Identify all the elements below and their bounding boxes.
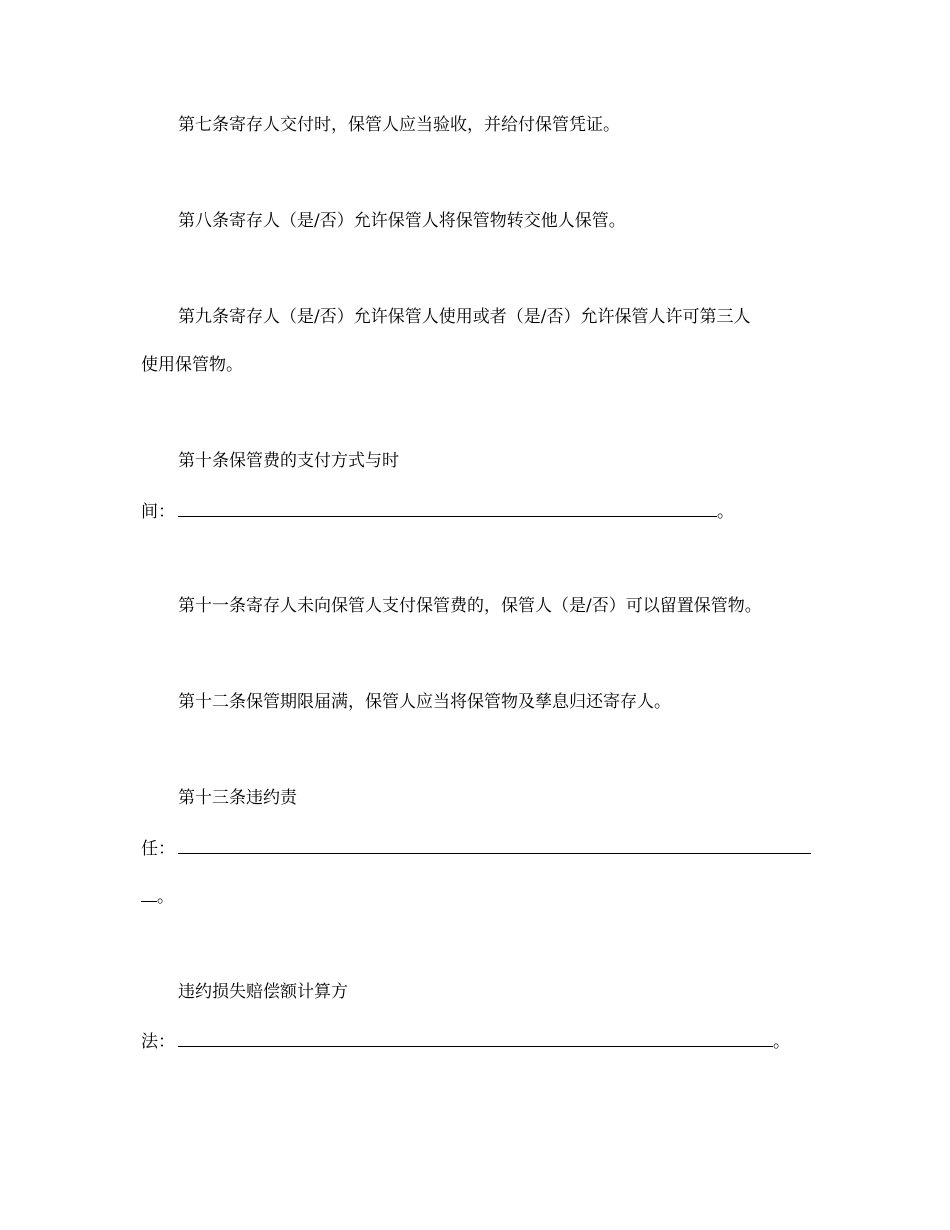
article-10-line-2 xyxy=(141,498,734,522)
article-8: 第八条寄存人（是/否）允许保管人将保管物转交他人保管。 xyxy=(178,211,626,231)
article-13-suffix: 。 xyxy=(157,887,174,907)
article-13-line-1: 第十三条违约责 xyxy=(178,788,297,808)
article-9-line-1: 第九条寄存人（是/否）允许保管人使用或者（是/否）允许保管人许可第三人 xyxy=(178,307,751,327)
damages-line-1: 违约损失赔偿额计算方 xyxy=(178,982,348,1002)
article-10-line-1: 第十条保管费的支付方式与时 xyxy=(178,451,399,471)
article-13-line-3 xyxy=(141,883,174,907)
article-11: 第十一条寄存人未向保管人支付保管费的，保管人（是/否）可以留置保管物。 xyxy=(178,596,762,616)
article-9-line-2: 使用保管物。 xyxy=(141,355,243,375)
liability-blank-continued[interactable] xyxy=(141,883,157,902)
damages-method-blank[interactable] xyxy=(178,1028,773,1047)
damages-prefix: 法： xyxy=(141,1032,175,1052)
damages-line-2 xyxy=(141,1028,790,1052)
liability-blank[interactable] xyxy=(178,835,811,854)
article-13-prefix: 任： xyxy=(141,839,175,859)
payment-method-blank[interactable] xyxy=(178,498,717,517)
article-10-suffix: 。 xyxy=(717,502,734,522)
article-12: 第十二条保管期限届满，保管人应当将保管物及孳息归还寄存人。 xyxy=(178,692,671,712)
damages-suffix: 。 xyxy=(773,1032,790,1052)
article-7: 第七条寄存人交付时，保管人应当验收，并给付保管凭证。 xyxy=(178,115,620,135)
article-10-prefix: 间： xyxy=(141,502,175,522)
article-13-line-2 xyxy=(141,835,811,859)
